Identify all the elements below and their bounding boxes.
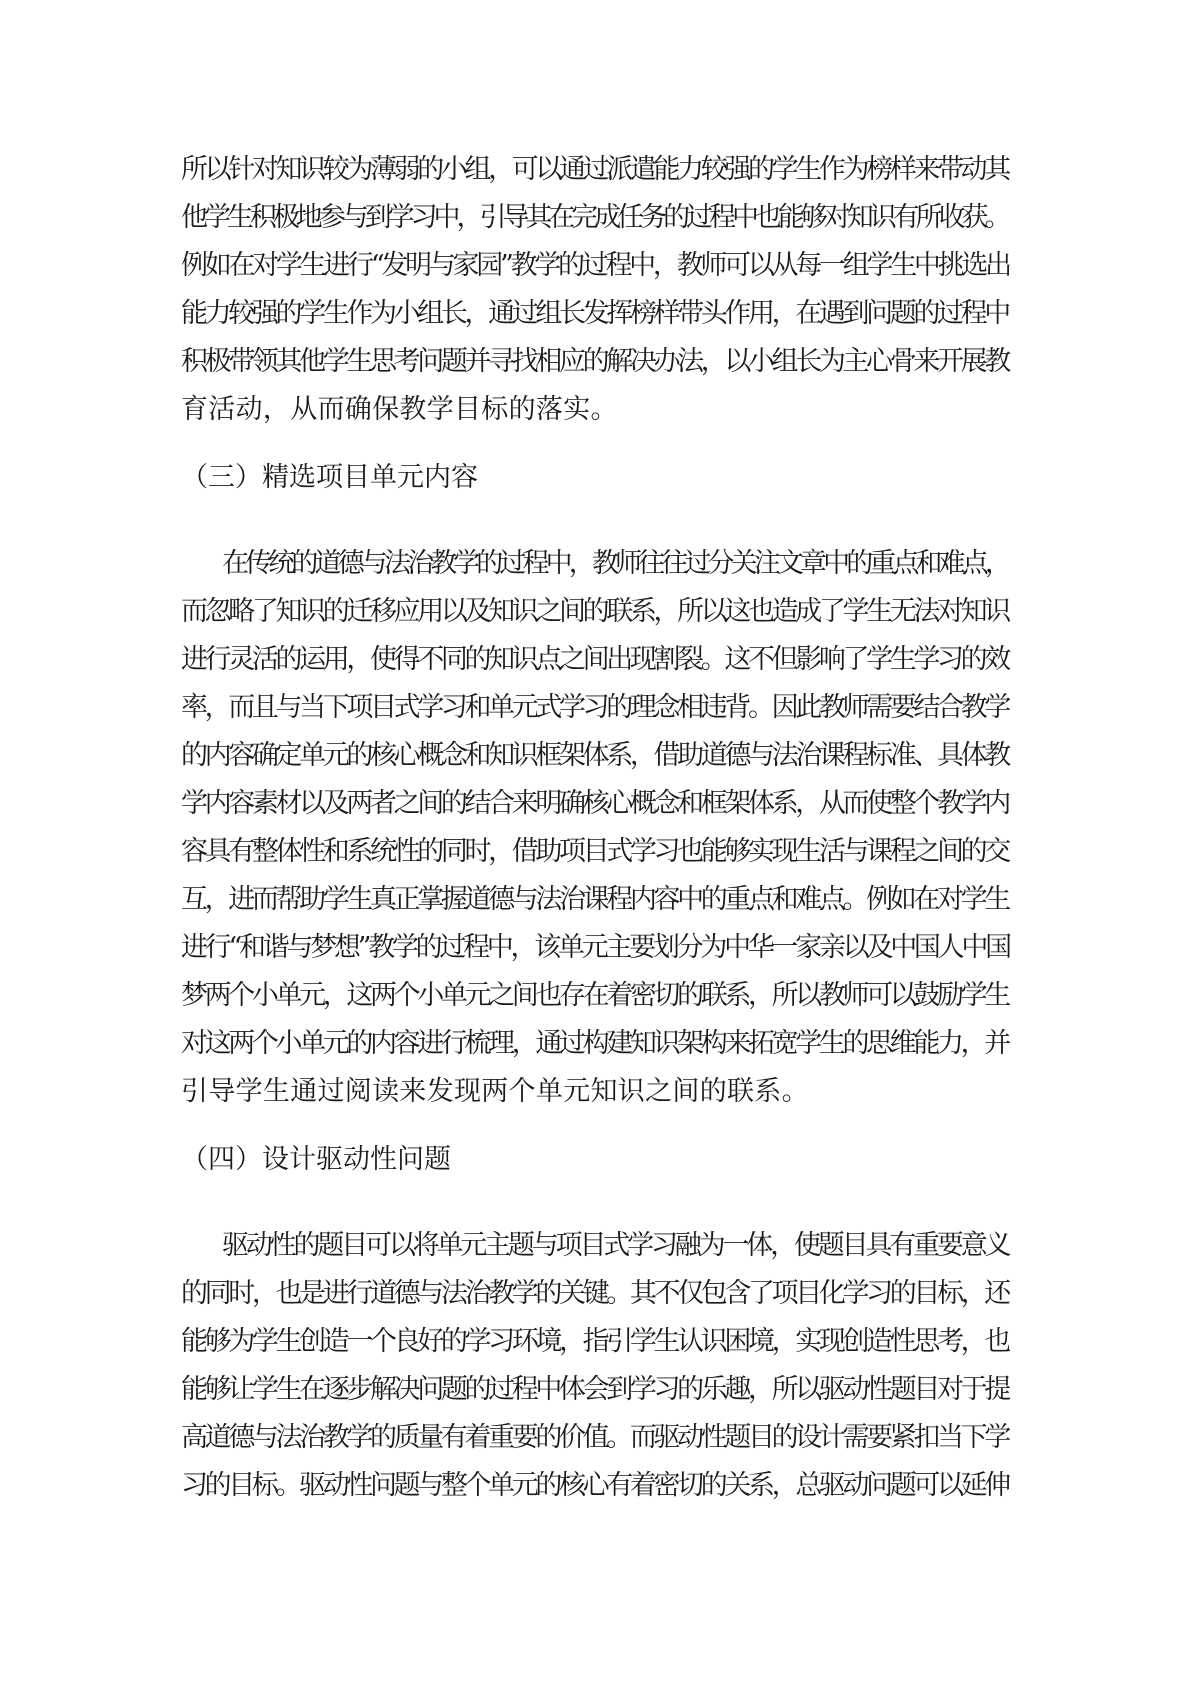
paragraph-2-line-8: 互，进而帮助学生真正掌握道德与法治课程内容中的重点和难点。例如在对学生 [181, 884, 1008, 915]
paragraph-1-line-5: 积极带领其他学生思考问题并寻找相应的解决办法，以小组长为主心骨来开展教 [181, 346, 1008, 377]
paragraph-2-line-7: 容具有整体性和系统性的同时，借助项目式学习也能够实现生活与课程之间的交 [181, 836, 1008, 867]
paragraph-2-line-3: 进行灵活的运用，使得不同的知识点之间出现割裂。这不但影响了学生学习的效 [181, 644, 1008, 675]
paragraph-1-line-1: 所以针对知识较为薄弱的小组，可以通过派遣能力较强的学生作为榜样来带动其 [181, 154, 1008, 185]
paragraph-1-line-2: 他学生积极地参与到学习中，引导其在完成任务的过程中也能够对知识有所收获。 [181, 202, 1008, 233]
paragraph-3-line-1: 驱动性的题目可以将单元主题与项目式学习融为一体，使题目具有重要意义 [222, 1230, 1009, 1261]
paragraph-3-line-2: 的同时，也是进行道德与法治教学的关键。其不仅包含了项目化学习的目标，还 [181, 1278, 1008, 1309]
section-heading-4: （四）设计驱动性问题 [181, 1144, 451, 1175]
paragraph-1-line-4: 能力较强的学生作为小组长，通过组长发挥榜样带头作用，在遇到问题的过程中 [181, 298, 1008, 329]
paragraph-3-line-5: 高道德与法治教学的质量有着重要的价值。而驱动性题目的设计需要紧扣当下学 [181, 1422, 1008, 1453]
paragraph-2-line-4: 率，而且与当下项目式学习和单元式学习的理念相违背。因此教师需要结合教学 [181, 692, 1008, 723]
paragraph-2-line-11: 对这两个小单元的内容进行梳理，通过构建知识架构来拓宽学生的思维能力，并 [181, 1028, 1008, 1059]
paragraph-2-line-12: 引导学生通过阅读来发现两个单元知识之间的联系。 [181, 1076, 809, 1107]
paragraph-3-line-3: 能够为学生创造一个良好的学习环境，指引学生认识困境，实现创造性思考，也 [181, 1326, 1008, 1357]
paragraph-2-line-6: 学内容素材以及两者之间的结合来明确核心概念和框架体系，从而使整个教学内 [181, 788, 1008, 819]
paragraph-2-line-1: 在传统的道德与法治教学的过程中，教师往往过分关注文章中的重点和难点， [222, 548, 1009, 579]
paragraph-1-line-6: 育活动，从而确保教学目标的落实。 [181, 394, 618, 425]
paragraph-1-line-3: 例如在对学生进行“发明与家园”教学的过程中，教师可以从每一组学生中挑选出 [181, 250, 1009, 281]
paragraph-2-line-2: 而忽略了知识的迁移应用以及知识之间的联系，所以这也造成了学生无法对知识 [181, 596, 1008, 627]
paragraph-2-line-9: 进行“和谐与梦想”教学的过程中，该单元主要划分为中华一家亲以及中国人中国 [181, 932, 1009, 963]
paragraph-2-line-5: 的内容确定单元的核心概念和知识框架体系，借助道德与法治课程标准、具体教 [181, 740, 1008, 771]
paragraph-3-line-4: 能够让学生在逐步解决问题的过程中体会到学习的乐趣，所以驱动性题目对于提 [181, 1374, 1008, 1405]
section-heading-3: （三）精选项目单元内容 [181, 462, 478, 493]
paragraph-2-line-10: 梦两个小单元，这两个小单元之间也存在着密切的联系，所以教师可以鼓励学生 [181, 980, 1008, 1011]
paragraph-3-line-6: 习的目标。驱动性问题与整个单元的核心有着密切的关系，总驱动问题可以延伸 [181, 1470, 1008, 1501]
